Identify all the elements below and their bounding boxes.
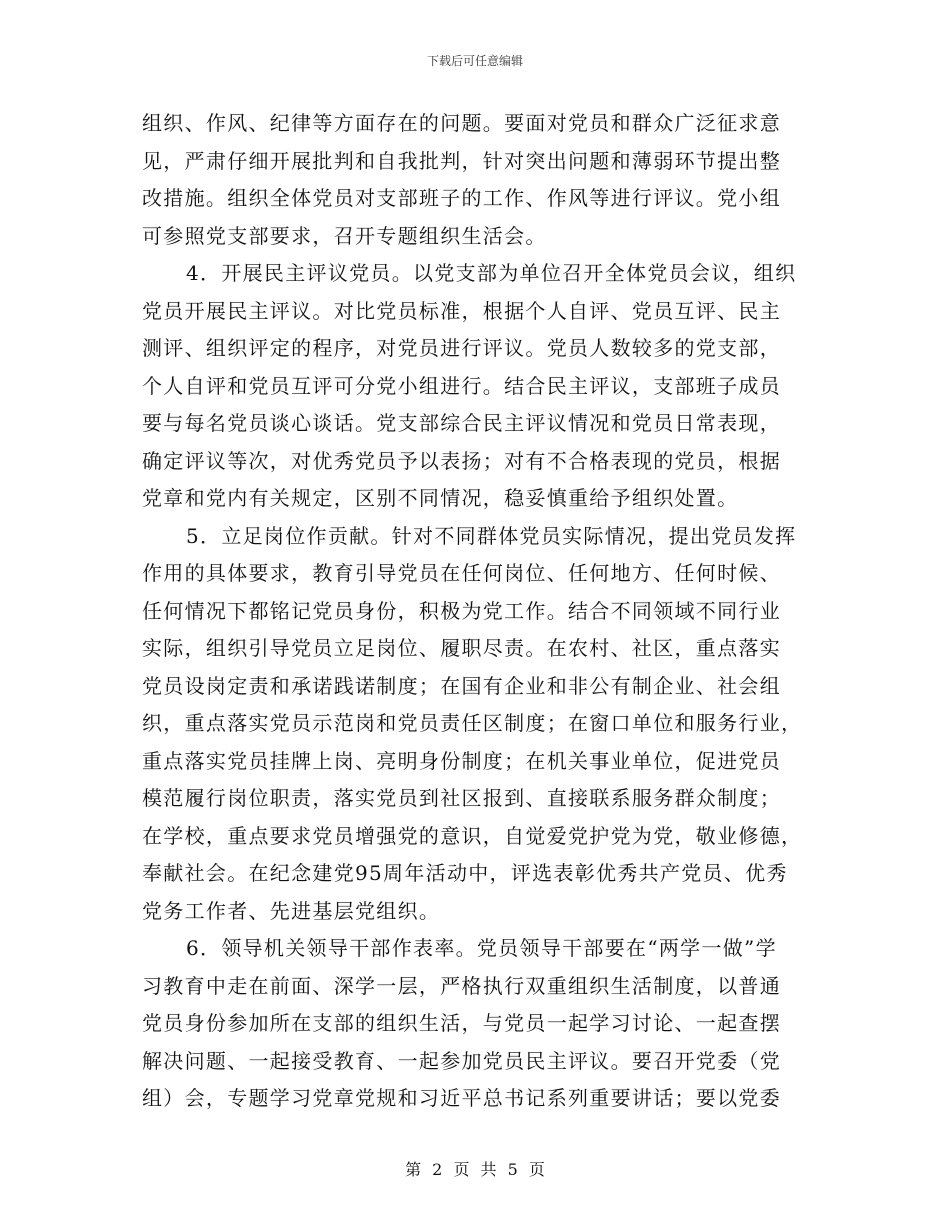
paragraph-5-start: 5．立足岗位作贡献。针对不同群体党员实际情况，提出党员发挥: [186, 523, 797, 548]
body-line: 织，重点落实党员示范岗和党员责任区制度；在窗口单位和服务行业，: [142, 711, 803, 735]
body-line: 可参照党支部要求，召开专题组织生活会。: [142, 223, 547, 248]
paragraph-6-start: 6．领导机关领导干部作表率。党员领导干部要在“两学一做”学: [186, 936, 777, 960]
body-line: 奉献社会。在纪念建党95周年活动中，评选表彰优秀共产党员、优秀: [142, 861, 788, 885]
body-line: 测评、组织评定的程序，对党员进行评议。党员人数较多的党支部，: [142, 336, 781, 360]
body-line: 党员身份参加所在支部的组织生活，与党员一起学习讨论、一起查摆: [142, 1011, 781, 1035]
body-line: 实际，组织引导党员立足岗位、履职尽责。在农村、社区，重点落实: [142, 636, 781, 660]
body-line: 组）会，专题学习党章党规和习近平总书记系列重要讲话；要以党委: [142, 1086, 781, 1110]
body-line: 要与每名党员谈心谈话。党支部综合民主评议情况和党员日常表现，: [142, 411, 781, 435]
body-line: 改措施。组织全体党员对支部班子的工作、作风等进行评议。党小组: [142, 186, 781, 210]
body-line: 在学校，重点要求党员增强党的意识，自觉爱党护党为党，敬业修德，: [142, 823, 803, 848]
body-line: 任何情况下都铭记党员身份，积极为党工作。结合不同领域不同行业: [142, 598, 781, 623]
body-line: 组织、作风、纪律等方面存在的问题。要面对党员和群众广泛征求意: [142, 111, 781, 135]
body-line: 见，严肃仔细开展批判和自我批判，针对突出问题和薄弱环节提出整: [142, 148, 781, 173]
body-line: 党章和党内有关规定，区别不同情况，稳妥慎重给予组织处置。: [142, 486, 739, 510]
body-line: 党务工作者、先进基层党组织。: [142, 898, 441, 923]
body-line: 作用的具体要求，教育引导党员在任何岗位、任何地方、任何时候、: [142, 561, 781, 585]
body-line: 重点落实党员挂牌上岗、亮明身份制度；在机关事业单位，促进党员: [142, 748, 781, 773]
body-line: 党员设岗定责和承诺践诺制度；在国有企业和非公有制企业、社会组: [142, 673, 781, 698]
page-header: 下载后可任意编辑: [426, 54, 523, 68]
body-line: 模范履行岗位职责，落实党员到社区报到、直接联系服务群众制度；: [142, 786, 781, 810]
body-line: 党员开展民主评议。对比党员标准，根据个人自评、党员互评、民主: [142, 298, 781, 323]
body-line: 解决问题、一起接受教育、一起参加党员民主评议。要召开党委（党: [142, 1048, 781, 1073]
paragraph-4-start: 4．开展民主评议党员。以党支部为单位召开全体党员会议，组织: [186, 261, 797, 285]
document-body: [142, 105, 822, 1118]
body-line: 个人自评和党员互评可分党小组进行。结合民主评议，支部班子成员: [142, 373, 781, 398]
page-number-footer: 第 2 页 共 5 页: [405, 1160, 545, 1179]
body-line: 确定评议等次，对优秀党员予以表扬；对有不合格表现的党员，根据: [142, 448, 781, 473]
body-line: 习教育中走在前面、深学一层，严格执行双重组织生活制度，以普通: [142, 973, 781, 998]
